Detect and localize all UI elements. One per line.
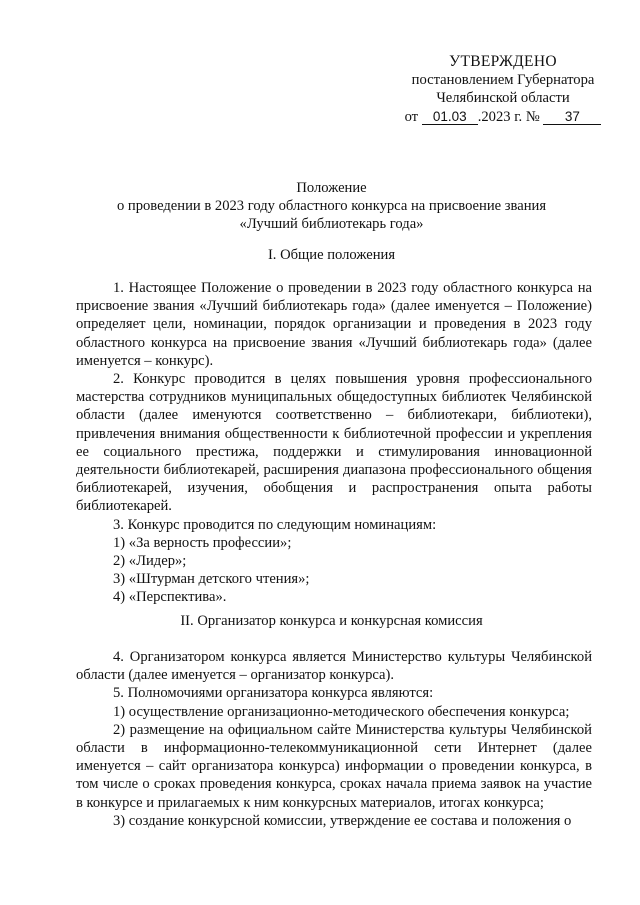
paragraph-3: 3. Конкурс проводится по следующим номинациям:: [113, 516, 437, 533]
title-line-3: «Лучший библиотекарь года»: [239, 216, 424, 233]
section-2-heading: II. Организатор конкурса и конкурсная комиссия: [180, 613, 483, 629]
nomination-4: 4) «Перспектива».: [113, 589, 227, 606]
approved-heading: УТВЕРЖДЕНО: [449, 53, 557, 70]
approval-year: .2023 г. №: [477, 108, 540, 125]
approval-number: 37: [543, 109, 601, 125]
approval-date-line: [398, 108, 608, 126]
power-item-1: 1) осуществление организационно-методического обеспечения конкурса;: [113, 703, 570, 720]
nomination-1: 1) «За верность профессии»;: [113, 534, 292, 551]
paragraph-2: 2. Конкурс проводится в целях повышения уровня профессионального мастерства сотрудников муниципальных общедоступных библиотек Челябинской области (далее именуются соответственно – библиотекари, библиотеки), привлечения внимания общественности к библиотечной профессии и укрепления ее социального престижа, поддержки и стимулирования инновационной деятельности библиотекарей, расширения диапазона профессионального общения библиотекарей, изучения, обобщения и распространения опыта работы библиотекарей.: [76, 371, 592, 515]
approval-stamp: [398, 53, 608, 126]
approved-region-line: Челябинской области: [436, 90, 570, 107]
section-1-body: [76, 279, 592, 607]
paragraph-4: 4. Организатором конкурса является Министерство культуры Челябинской области (далее именуется – организатор конкурса).: [76, 649, 592, 684]
section-2-body: [76, 648, 592, 830]
approval-date: 01.03: [422, 109, 478, 125]
approved-by-line: постановлением Губернатора: [411, 72, 595, 89]
nomination-2: 2) «Лидер»;: [113, 553, 187, 570]
section-1-heading: I. Общие положения: [267, 247, 396, 263]
title-line-1: Положение: [296, 180, 367, 196]
paragraph-5: 5. Полномочиями организатора конкурса являются:: [113, 685, 434, 702]
nomination-3: 3) «Штурман детского чтения»;: [113, 571, 310, 588]
approval-from-label: от: [404, 108, 419, 125]
paragraph-1: 1. Настоящее Положение о проведении в 2023 году областного конкурса на присвоение звания «Лучший библиотекарь года» (далее именуется – Положение) определяет цели, номинации, порядок организации и проведения в 2023 году областного конкурса на присвоение звания «Лучший библиотекарь года» (далее именуется – конкурс).: [76, 280, 592, 369]
power-item-2: 2) размещение на официальном сайте Министерства культуры Челябинской области в информационно-телекоммуникационной сети Интернет (далее именуется – сайт организатора конкурса) информации о проведении конкурса, в том числе о сроках проведения конкурса, сроках начала приема заявок на участие в конкурсе и прилагаемых к ним конкурсных материалов, итогах конкурса;: [76, 721, 592, 811]
document-title: [70, 179, 593, 234]
title-line-2: о проведении в 2023 году областного конкурса на присвоение звания: [116, 198, 547, 215]
power-item-3: 3) создание конкурсной комиссии, утверждение ее состава и положения о: [113, 812, 572, 829]
